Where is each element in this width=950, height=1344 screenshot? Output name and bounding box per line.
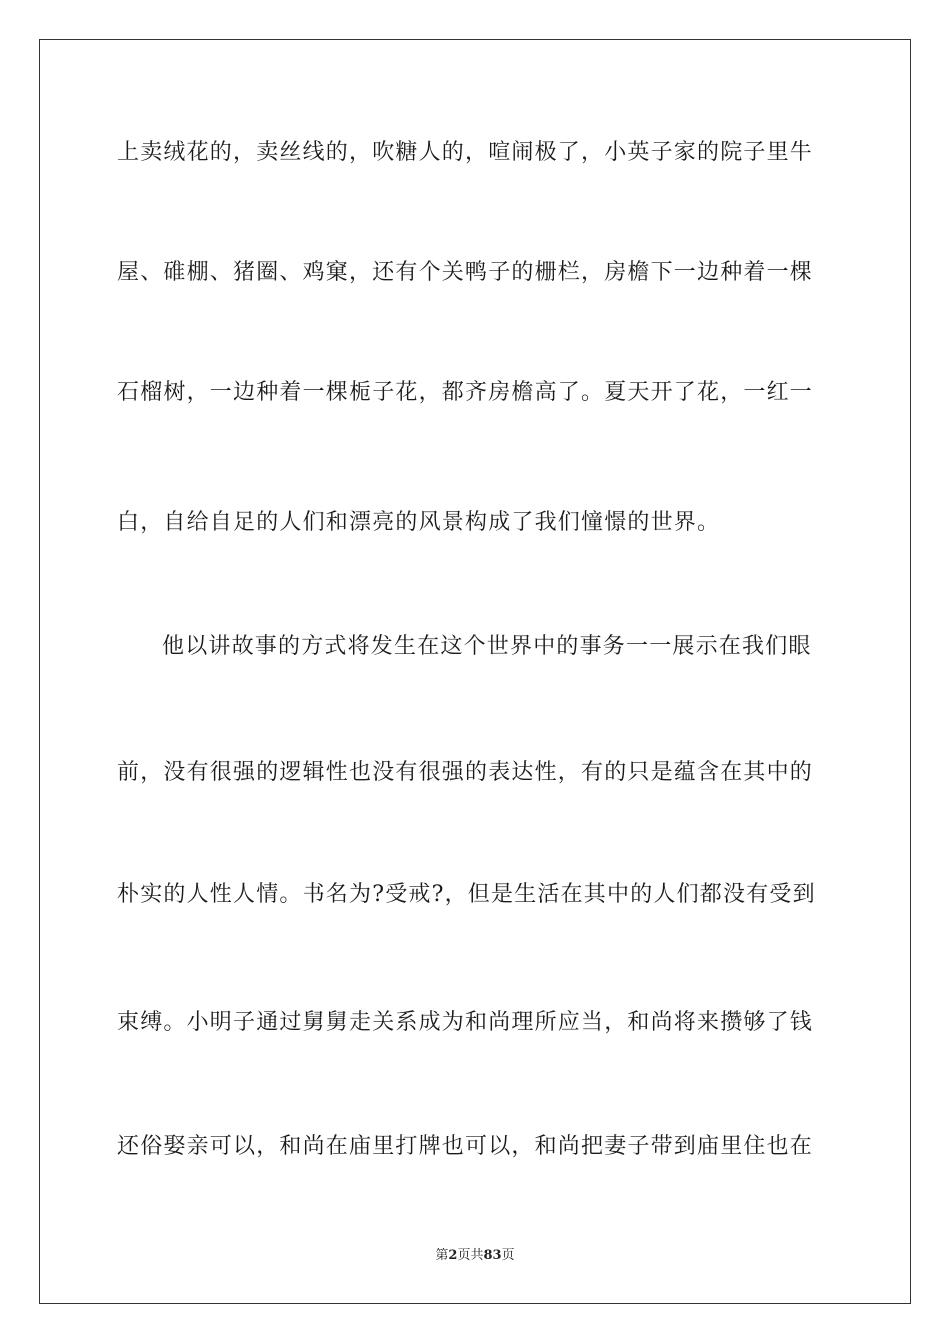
- total-suffix: 页: [501, 1248, 515, 1263]
- text-line-1: 上卖绒花的，卖丝线的，吹糖人的，喧闹极了，小英子家的院子里牛: [117, 140, 814, 165]
- text-line-9: 还俗娶亲可以，和尚在庙里打牌也可以，和尚把妻子带到庙里住也在: [117, 1134, 814, 1159]
- page-prefix: 第: [435, 1248, 449, 1263]
- total-prefix: 共: [470, 1248, 484, 1263]
- page-number: 2: [448, 1248, 458, 1263]
- text-line-4: 白，自给自足的人们和漂亮的风景构成了我们憧憬的世界。: [117, 510, 721, 535]
- page-border: [39, 39, 911, 1304]
- page-suffix: 页: [457, 1248, 471, 1263]
- text-line-7: 朴实的人性人情。书名为?受戒?，但是生活在其中的人们都没有受到: [117, 882, 816, 907]
- text-line-5-paragraph-start: 他以讲故事的方式将发生在这个世界中的事务一一展示在我们眼: [162, 634, 812, 659]
- page-footer: [0, 1248, 950, 1264]
- text-line-3: 石榴树，一边种着一棵栀子花，都齐房檐高了。夏天开了花，一红一: [117, 380, 814, 405]
- total-pages: 83: [483, 1248, 502, 1263]
- text-line-8: 束缚。小明子通过舅舅走关系成为和尚理所应当，和尚将来攒够了钱: [117, 1010, 814, 1035]
- text-line-2: 屋、碓棚、猪圈、鸡窠，还有个关鸭子的栅栏，房檐下一边种着一棵: [117, 260, 814, 285]
- text-line-6: 前，没有很强的逻辑性也没有很强的表达性，有的只是蕴含在其中的: [117, 760, 814, 785]
